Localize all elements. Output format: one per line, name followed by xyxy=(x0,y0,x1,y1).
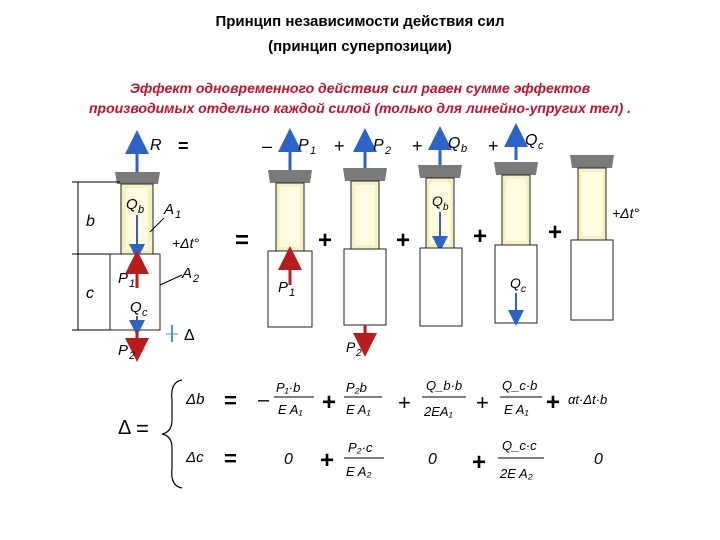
frac-qbb xyxy=(422,378,466,419)
svg-text:b: b xyxy=(443,202,449,213)
svg-text:0: 0 xyxy=(594,451,603,468)
frac-p1b xyxy=(274,380,314,417)
svg-text:2: 2 xyxy=(385,145,392,157)
case-qb xyxy=(396,135,467,326)
svg-text:P: P xyxy=(278,279,289,296)
svg-text:+: + xyxy=(334,136,345,156)
qb-label: Q xyxy=(126,196,138,213)
svg-text:+: + xyxy=(398,390,411,415)
svg-text:E A₁: E A₁ xyxy=(504,402,529,417)
subtitle-line1: Эффект одновременного действия сил равен сумме эффектов xyxy=(129,80,591,96)
case-p1 xyxy=(235,136,316,327)
svg-text:+: + xyxy=(472,449,487,476)
dim-b-label: b xyxy=(86,213,95,230)
reaction-label: R xyxy=(150,137,162,154)
svg-text:+: + xyxy=(488,136,499,156)
a2-label: A xyxy=(182,265,193,282)
main-temp-label: +Δt° xyxy=(172,235,200,251)
eq-equals: = xyxy=(136,416,149,441)
case-p2 xyxy=(318,136,391,359)
svg-text:Q_b·b: Q_b·b xyxy=(426,378,463,393)
dim-c-label: c xyxy=(86,285,94,302)
svg-text:1: 1 xyxy=(175,209,182,221)
main-bar xyxy=(72,136,199,362)
svg-text:+: + xyxy=(473,223,488,250)
svg-text:c: c xyxy=(142,307,148,319)
svg-text:2E A₂: 2E A₂ xyxy=(500,466,533,481)
svg-text:c: c xyxy=(538,140,544,152)
svg-text:0: 0 xyxy=(428,451,437,468)
svg-text:P: P xyxy=(346,339,356,355)
svg-text:+: + xyxy=(412,136,423,156)
svg-text:+: + xyxy=(548,219,563,246)
eq-delta: Δ xyxy=(118,417,132,439)
row1-label: Δb xyxy=(186,391,205,408)
brace xyxy=(162,380,182,488)
svg-text:P₁·b: P₁·b xyxy=(276,380,301,395)
svg-text:E A₁: E A₁ xyxy=(278,402,303,417)
svg-text:2: 2 xyxy=(129,350,136,362)
subtitle-line2: производимых отдельно каждой силой (только для линейно-упругих тел) . xyxy=(88,100,632,116)
case-qc xyxy=(473,132,544,323)
page-title: Принцип независимости действия сил xyxy=(215,13,505,30)
a1-label: A xyxy=(164,201,175,218)
main-lower-segment xyxy=(110,254,160,330)
svg-text:+Δt°: +Δt° xyxy=(612,205,640,221)
svg-text:+: + xyxy=(322,389,337,416)
frac-p2b xyxy=(344,380,382,417)
svg-text:+: + xyxy=(546,389,561,416)
delta-label: Δ xyxy=(184,327,195,344)
svg-text:Q_c·c: Q_c·c xyxy=(502,438,537,453)
svg-text:Q: Q xyxy=(510,275,521,291)
svg-text:b: b xyxy=(138,204,145,216)
svg-text:Q: Q xyxy=(432,193,443,209)
svg-text:=: = xyxy=(224,446,237,471)
equation-system xyxy=(118,378,607,488)
svg-text:P: P xyxy=(298,137,309,154)
svg-text:–: – xyxy=(258,389,270,411)
svg-text:1: 1 xyxy=(289,287,296,299)
svg-text:Q: Q xyxy=(525,132,538,149)
svg-text:c: c xyxy=(521,284,526,295)
qc-label: Q xyxy=(130,299,142,316)
svg-text:P: P xyxy=(373,137,384,154)
svg-text:2: 2 xyxy=(193,273,200,285)
main-equals: = xyxy=(178,136,189,156)
frac-qcc xyxy=(498,438,544,481)
p2-label: P xyxy=(118,342,129,359)
p1-label: P xyxy=(118,270,129,287)
thermal-term: αt·Δt·b xyxy=(568,392,608,407)
svg-text:1: 1 xyxy=(310,145,317,157)
svg-text:Q_c·b: Q_c·b xyxy=(502,378,538,393)
svg-text:P₂b: P₂b xyxy=(346,380,367,395)
svg-text:E A₁: E A₁ xyxy=(346,402,371,417)
main-support xyxy=(115,172,160,184)
svg-text:b: b xyxy=(461,143,468,155)
svg-text:=: = xyxy=(235,227,250,254)
svg-text:+: + xyxy=(320,447,335,474)
svg-text:+: + xyxy=(396,227,411,254)
svg-text:2: 2 xyxy=(356,348,362,359)
svg-text:+: + xyxy=(476,390,489,415)
svg-text:E A₂: E A₂ xyxy=(346,464,372,479)
svg-text:=: = xyxy=(224,388,237,413)
svg-text:1: 1 xyxy=(129,278,136,290)
page-title-line2: (принцип суперпозиции) xyxy=(268,38,452,55)
svg-text:0: 0 xyxy=(284,451,293,468)
frac-p2c xyxy=(344,440,384,479)
case-temperature xyxy=(548,155,639,320)
row2-label: Δc xyxy=(186,449,204,466)
frac-qcb xyxy=(500,378,542,417)
svg-text:Q: Q xyxy=(448,135,461,152)
svg-text:P₂·c: P₂·c xyxy=(348,440,373,455)
svg-text:–: – xyxy=(262,136,273,156)
svg-text:+: + xyxy=(318,227,333,254)
svg-text:2EA₁: 2EA₁ xyxy=(424,404,453,419)
